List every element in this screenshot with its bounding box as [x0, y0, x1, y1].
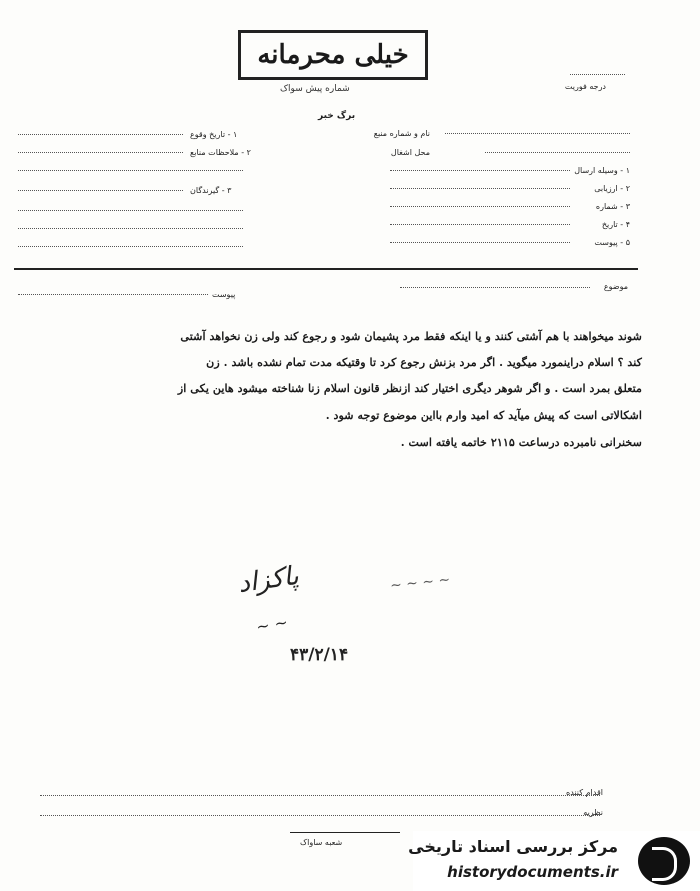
subject-label: موضوع — [603, 282, 628, 291]
classification-stamp — [238, 30, 428, 80]
form-right-item: ۲ - ارزیابی — [594, 184, 630, 193]
watermark-url: historydocuments.ir — [447, 863, 618, 881]
form-right-item: ۴ - تاریخ — [601, 220, 630, 229]
footer-dots — [40, 815, 600, 816]
form-left-item: ۲ - ملاحظات منابع — [190, 148, 251, 157]
form-dots — [390, 224, 570, 225]
stamp-subtitle: شماره پیش سواک — [280, 84, 350, 94]
watermark — [408, 831, 700, 891]
subject-dots — [400, 287, 590, 288]
form-dots — [18, 246, 243, 247]
signature-scribble: ~ ~ ~ ~ — [389, 571, 451, 595]
signature: پاکزاد — [236, 560, 301, 600]
form-right-item: ۵ - پیوست — [594, 238, 630, 247]
footer-divider — [290, 832, 400, 833]
form-dots — [390, 242, 570, 243]
footer-dots — [40, 795, 600, 796]
initials-mark: ~ ~ — [254, 612, 290, 637]
header-divider — [14, 268, 638, 270]
form-dots — [390, 188, 570, 189]
watermark-title: مرکز بررسی اسناد تاریخی — [408, 837, 618, 856]
form-dots — [18, 210, 243, 211]
form-dots — [390, 206, 570, 207]
body-line: سخنرانی نامبرده درساعت ۲۱۱۵ خاتمه یافته است . — [400, 435, 642, 449]
form-right-item: ۳ - شماره — [595, 202, 630, 211]
signature-date: ۴۳/۲/۱۴ — [290, 645, 349, 665]
footer-label: نظریه — [583, 808, 603, 817]
body-line: کند ؟ اسلام دراینمورد میگوید . اگر مرد بزنش رجوع کرد تا وقتیکه مدت تمام نشده باشد . زن — [206, 355, 642, 369]
form-left-item: ۱ - تاریخ وقوع — [190, 130, 238, 139]
attachment-dots — [18, 294, 208, 295]
form-right-item: نام و شماره منبع — [373, 129, 430, 138]
form-right-item: ۱ - وسیله ارسال — [574, 166, 630, 175]
form-dots — [18, 228, 243, 229]
form-dots — [18, 170, 243, 171]
form-left-item: ۳ - گیرندگان — [190, 186, 232, 195]
urgency-label: درجه فوریت — [564, 82, 606, 91]
form-right-item: محل اشغال — [390, 148, 430, 157]
form-dots — [18, 134, 183, 135]
form-dots — [485, 152, 630, 153]
form-title: برگ خبر — [318, 111, 356, 121]
attachment-label: پیوست — [212, 290, 236, 299]
footer-label: شعبه ساواک — [300, 838, 343, 847]
body-line: متعلق بمرد است . و اگر شوهر دیگری اختیار کند ازنظر قانون اسلام زنا شناخته میشود هاین یکی از — [177, 381, 642, 395]
form-dots — [18, 152, 183, 153]
footer-label: اقدام کننده — [566, 788, 603, 797]
stamp-text: خیلی محرمانه — [257, 40, 409, 70]
form-dots — [18, 190, 183, 191]
archive-logo-icon — [638, 837, 690, 885]
body-line: اشکالاتی است که پیش میآید که امید وارم بااین موضوع توجه شود . — [325, 408, 642, 422]
urgency-dots — [570, 74, 625, 75]
form-dots — [445, 133, 630, 134]
body-line: شوند میخواهند با هم آشتی کنند و یا اینکه فقط مرد پشیمان شود و رجوع کند ولی زن نخواهد آشتی — [180, 329, 642, 343]
form-dots — [390, 170, 570, 171]
